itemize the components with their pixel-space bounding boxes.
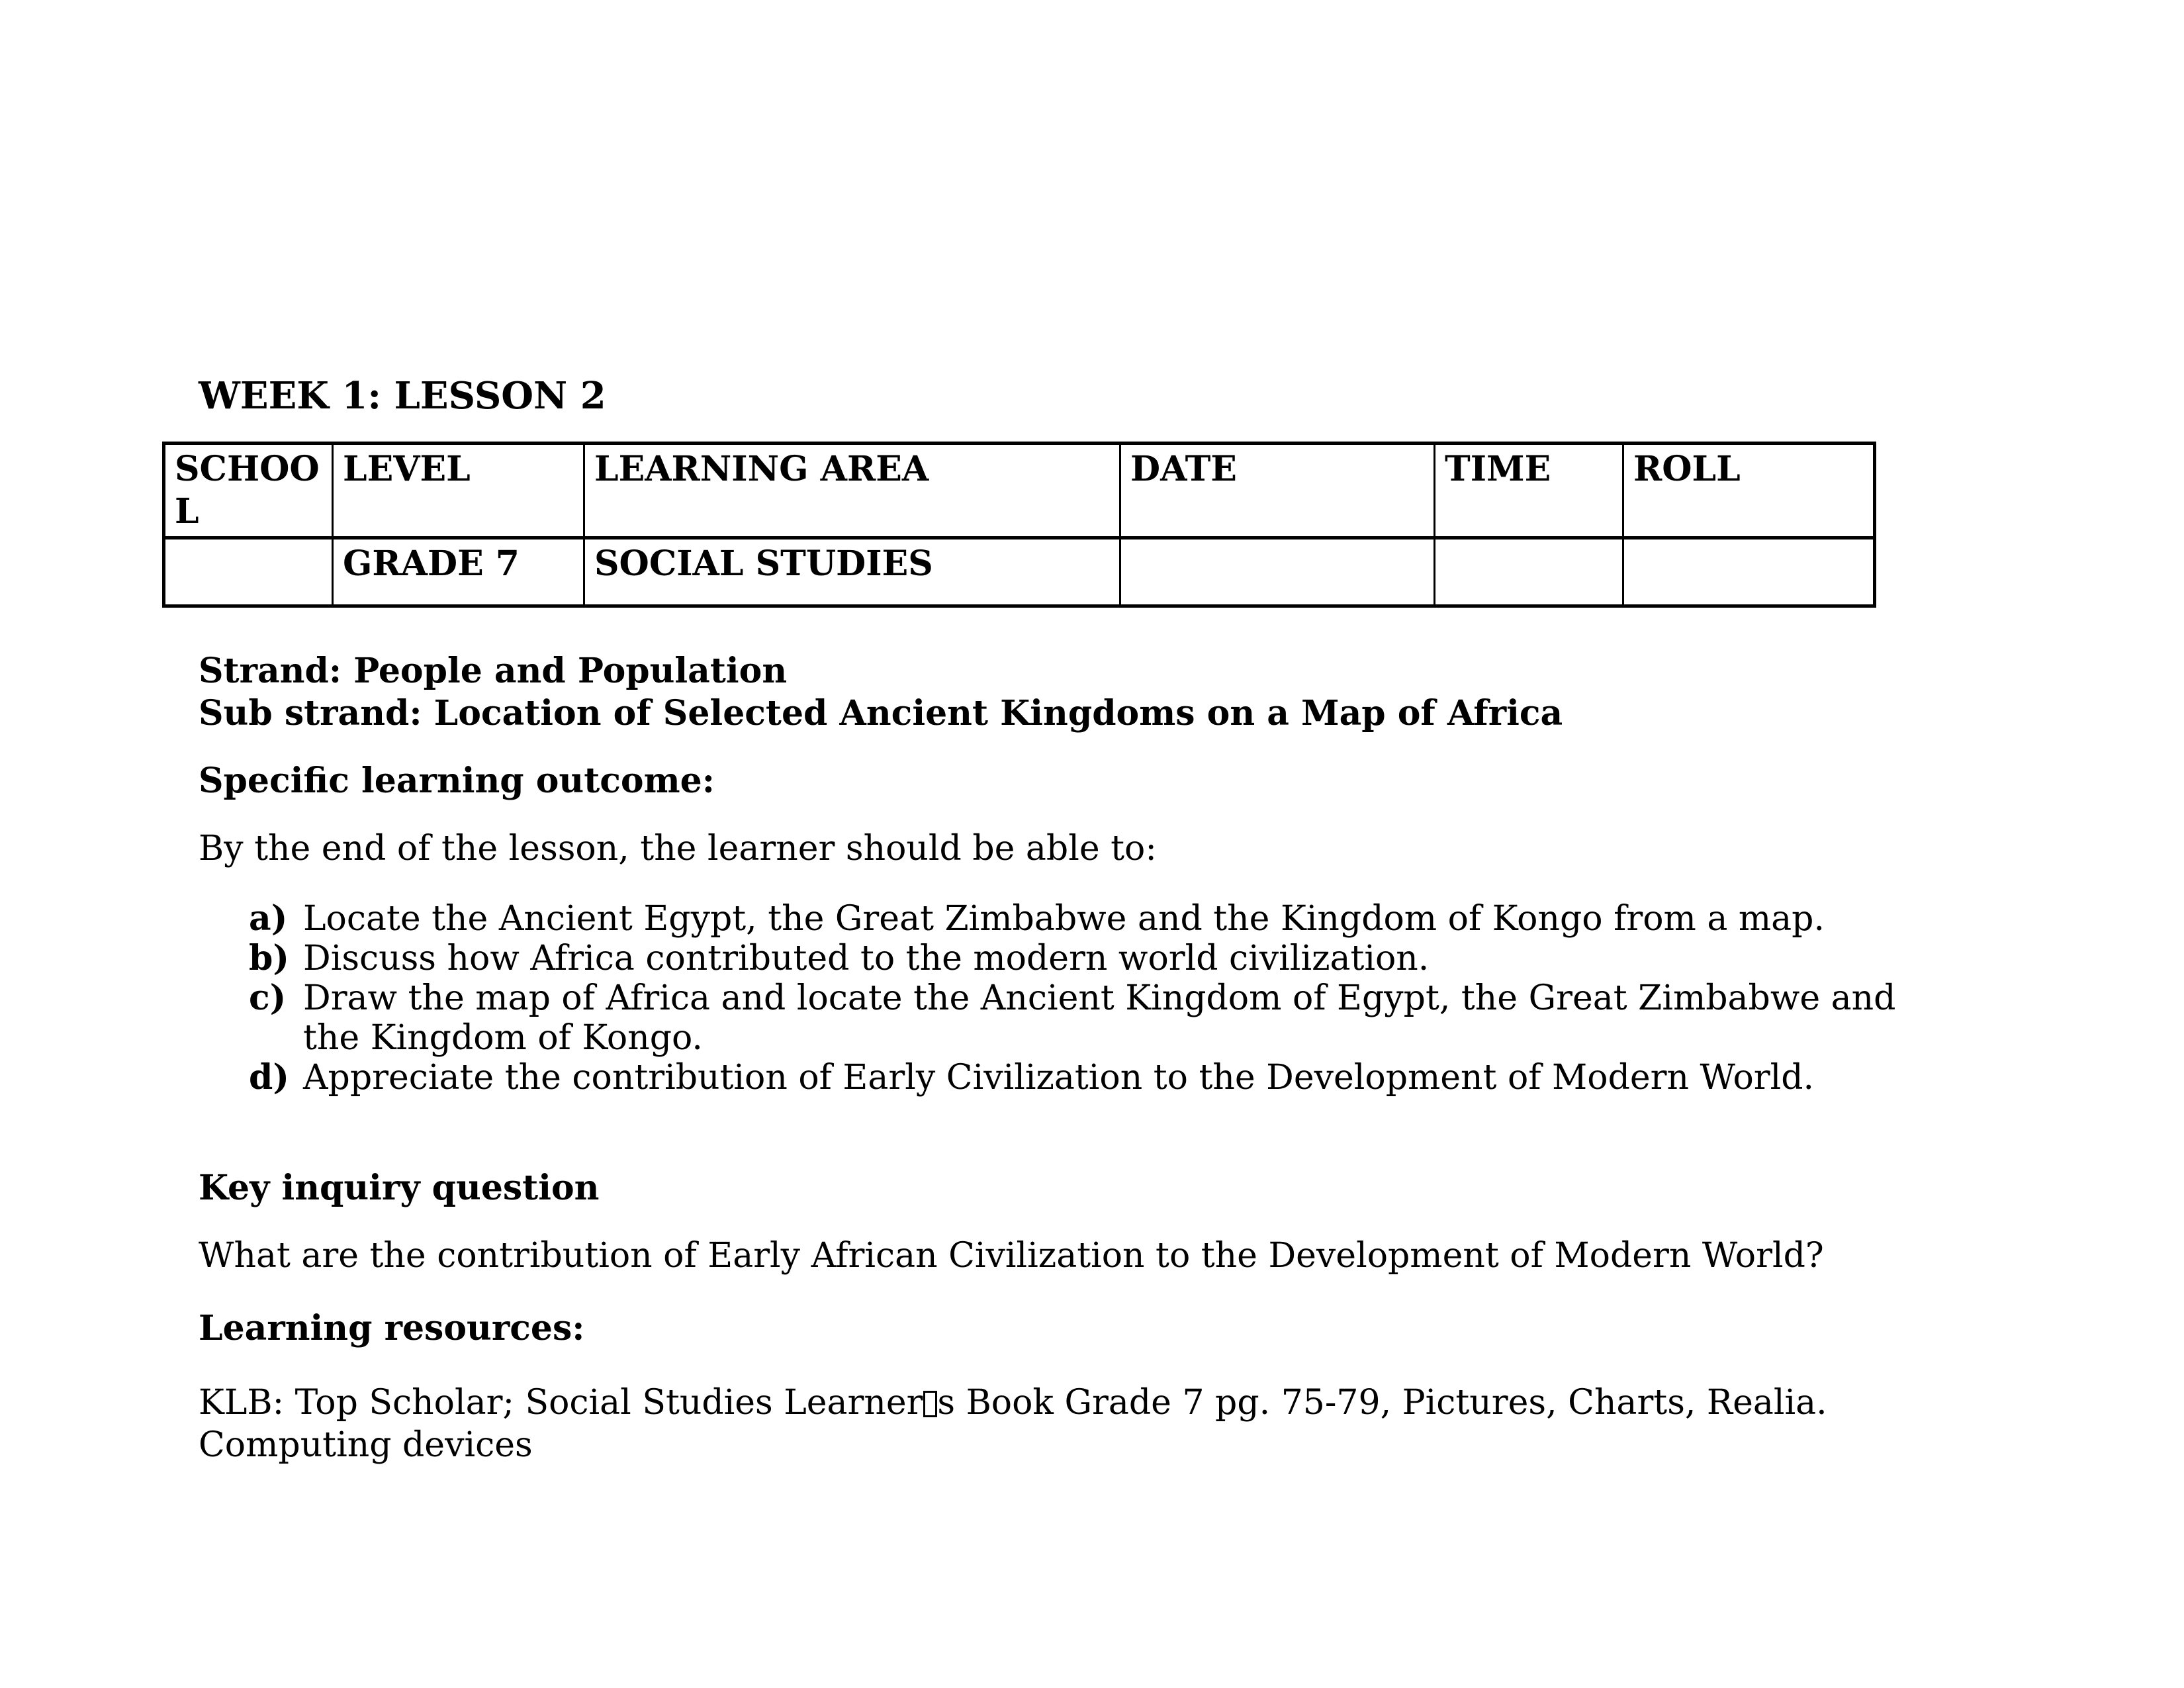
list-item	[199, 899, 1909, 939]
list-item	[199, 939, 1909, 978]
list-item-text: Appreciate the contribution of Early Civilization to the Development of Modern World.	[303, 1058, 1815, 1098]
outcome-heading: Specific learning outcome:	[199, 761, 715, 801]
key-inquiry-question: What are the contribution of Early African Civilization to the Development of Modern World?	[199, 1236, 1824, 1276]
list-item-text: Locate the Ancient Egypt, the Great Zimbabwe and the Kingdom of Kongo from a map.	[303, 899, 1825, 939]
table-value-row	[164, 538, 1875, 606]
resources-heading: Learning resources:	[199, 1308, 585, 1348]
resources-text: KLB: Top Scholar; Social Studies Learner s Book Grade 7 pg. 75-79, Pictures, Charts, Realia. Computing devices	[199, 1383, 1827, 1465]
value-cell-learning-area: SOCIAL STUDIES	[584, 538, 1120, 606]
header-cell-school: SCHOOL	[164, 444, 333, 538]
outcome-list	[199, 899, 2025, 1098]
outcome-intro: By the end of the lesson, the learner should be able to:	[199, 829, 1157, 868]
header-cell-date: DATE	[1120, 444, 1435, 538]
key-inquiry-heading: Key inquiry question	[199, 1168, 600, 1208]
value-cell-date	[1120, 538, 1435, 606]
header-cell-learning-area: LEARNING AREA	[584, 444, 1120, 538]
document-title: WEEK 1: LESSON 2	[199, 374, 606, 418]
value-cell-school	[164, 538, 333, 606]
header-cell-time: TIME	[1435, 444, 1623, 538]
value-cell-roll	[1623, 538, 1875, 606]
value-cell-time	[1435, 538, 1623, 606]
list-item-label: b)	[249, 938, 289, 978]
list-item-label: a)	[249, 898, 288, 939]
list-item-text: Discuss how Africa contributed to the modern world civilization.	[303, 939, 1430, 978]
list-item	[199, 1058, 1909, 1098]
strand-block	[199, 650, 2025, 735]
value-cell-level: GRADE 7	[333, 538, 584, 606]
list-item-text: Draw the map of Africa and locate the Ancient Kingdom of Egypt, the Great Zimbabwe and the Kingdom of Kongo.	[303, 978, 1896, 1058]
strand-line: Strand: People and Population	[199, 651, 788, 691]
lesson-info-table	[162, 442, 1876, 608]
sub-strand-line: Sub strand: Location of Selected Ancient Kingdoms on a Map of Africa	[199, 693, 1563, 733]
header-cell-level: LEVEL	[333, 444, 584, 538]
list-item	[199, 978, 1909, 1058]
table-header-row	[164, 444, 1875, 538]
header-cell-roll: ROLL	[1623, 444, 1875, 538]
missing-glyph-box	[923, 1391, 938, 1418]
list-item-label: c)	[249, 978, 287, 1018]
list-item-label: d)	[249, 1057, 289, 1098]
